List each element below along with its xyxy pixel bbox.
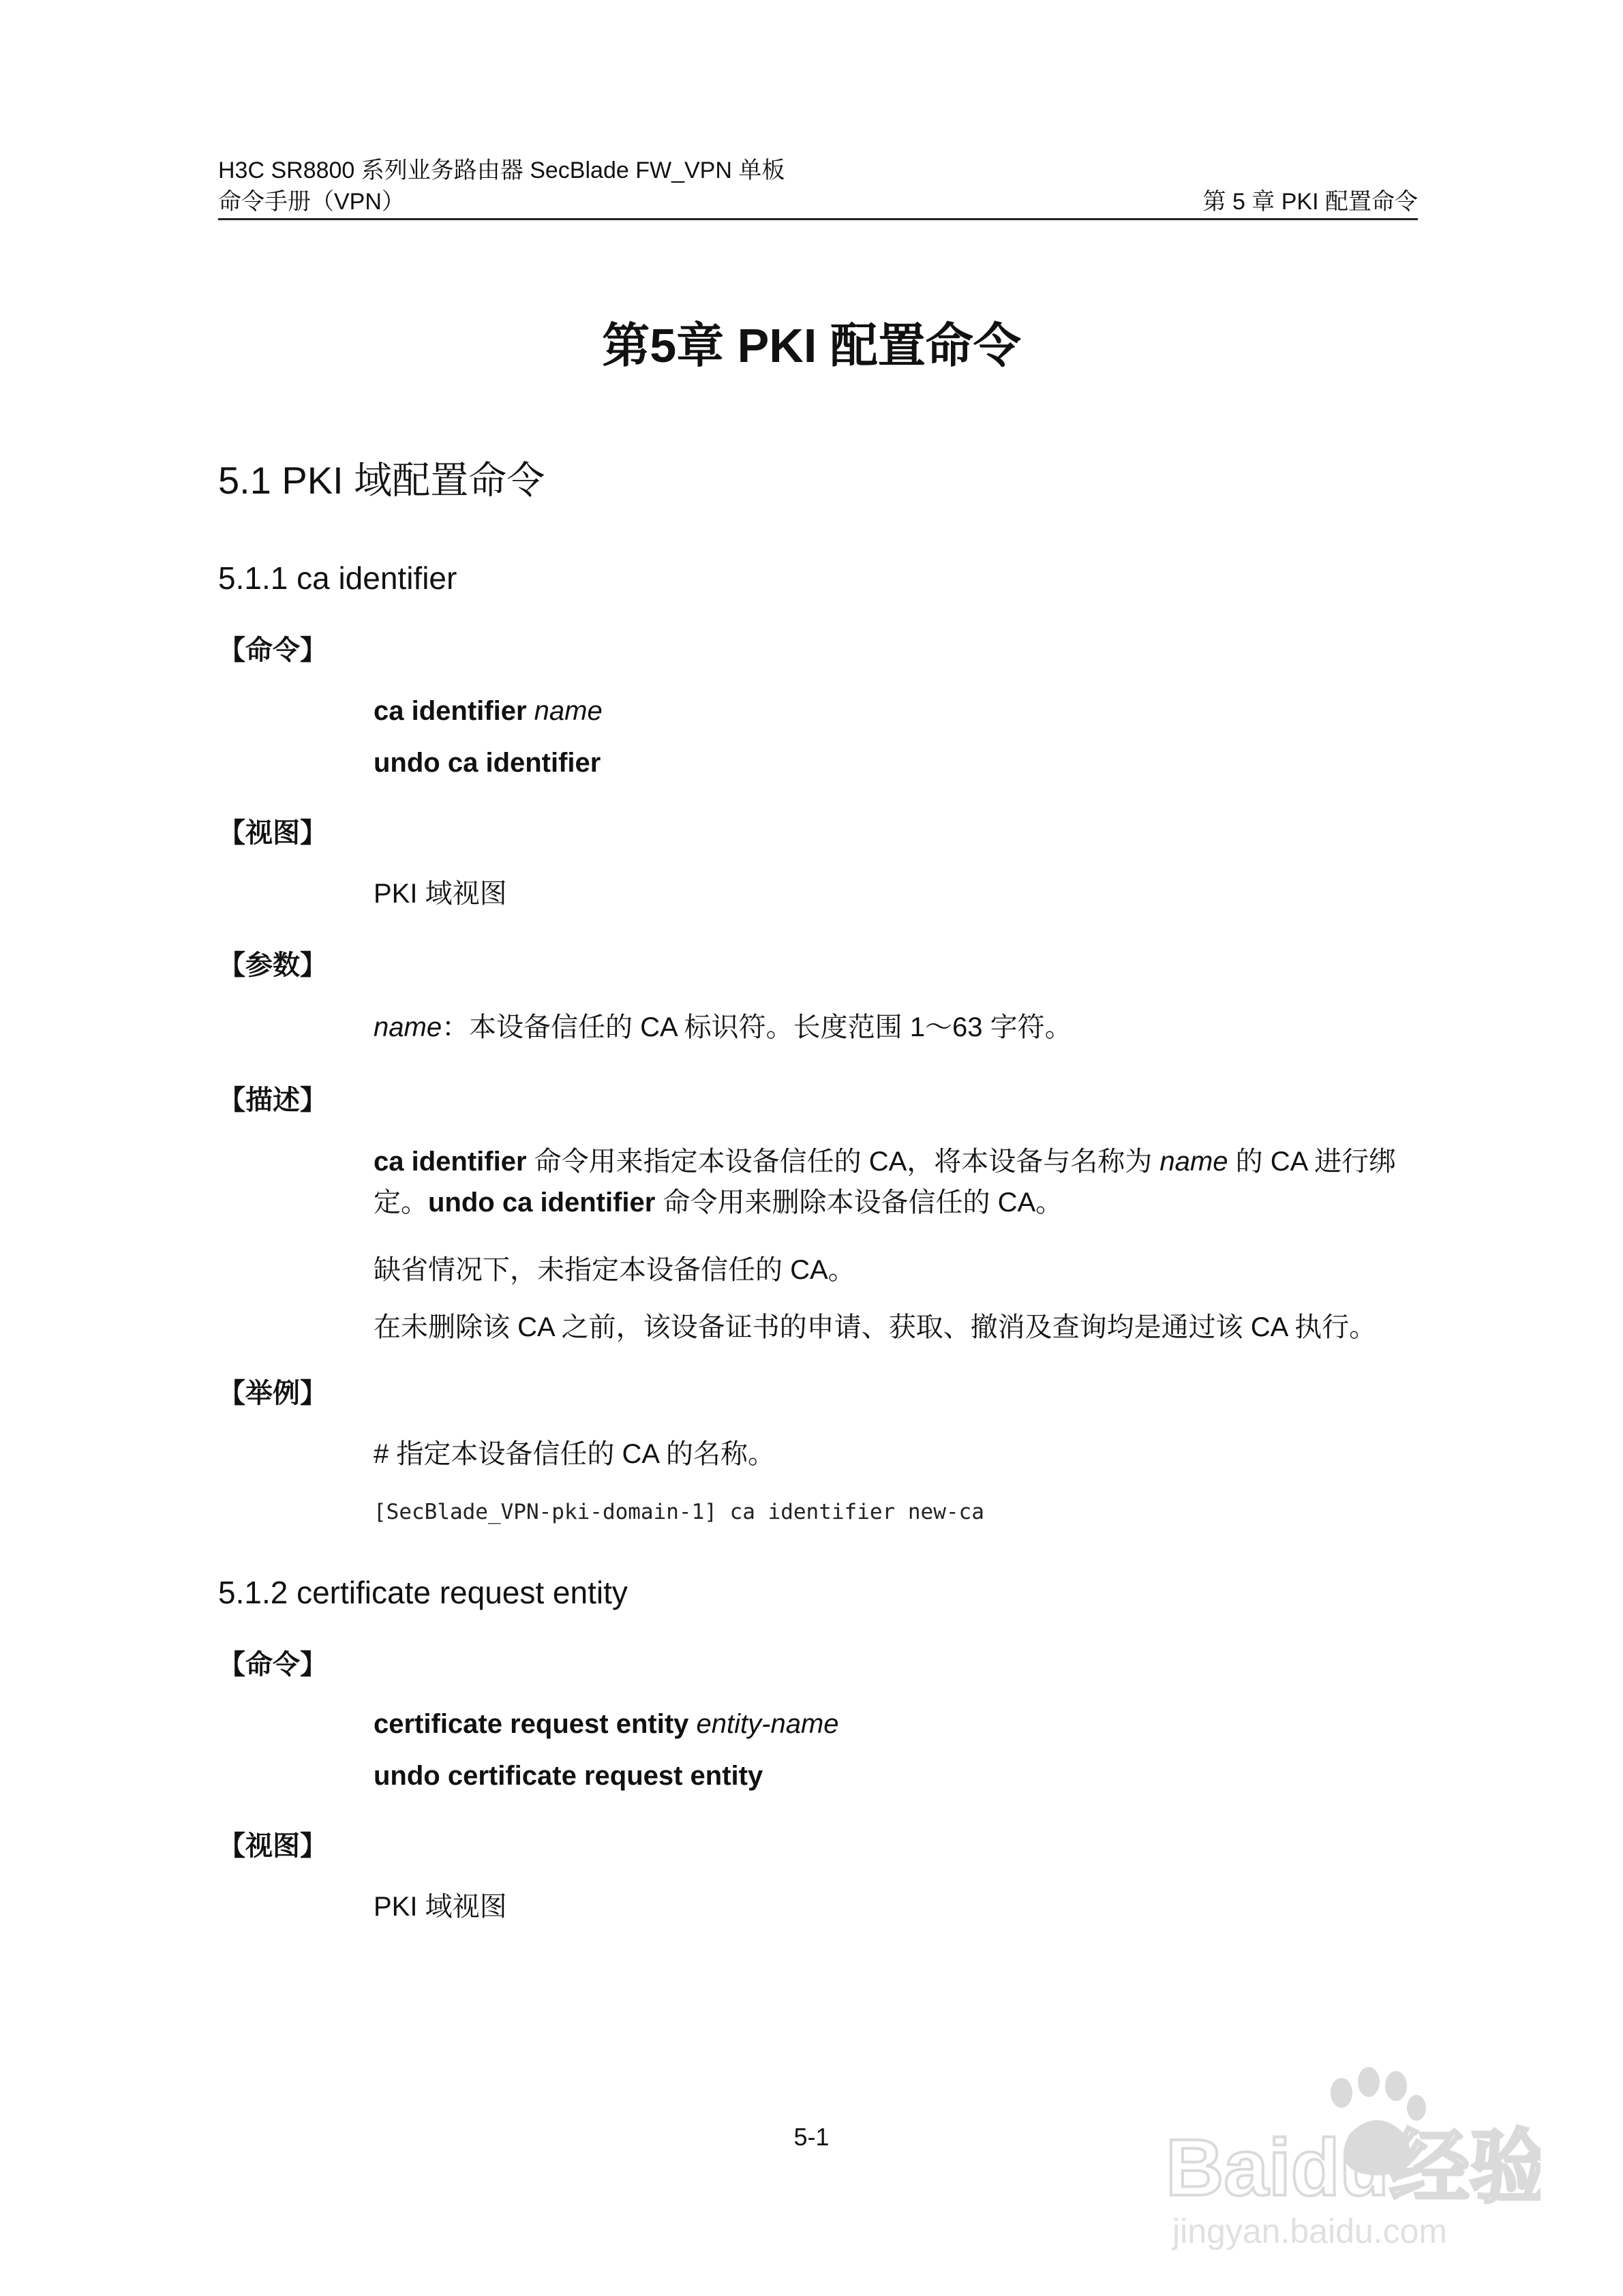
label-command-2: 【命令】 (218, 1650, 327, 1680)
subsection-heading-certificate-request-entity: 5.1.2 certificate request entity (218, 1575, 628, 1610)
watermark-url: jingyan.baidu.com (1172, 2212, 1448, 2250)
desc-text-1: 命令用来指定本设备信任的 CA，将本设备与名称为 (526, 1147, 1160, 1177)
example-comment: # 指定本设备信任的 CA 的名称。 (374, 1439, 775, 1469)
command-keyword-2: certificate request entity (374, 1709, 689, 1739)
command-argument-2: entity-name (696, 1709, 839, 1739)
view-text: PKI 域视图 (374, 879, 507, 909)
desc-text-3: 命令用来删除本设备信任的 CA。 (655, 1188, 1063, 1218)
header-chapter: 第 5 章 PKI 配置命令 (1202, 189, 1418, 215)
description-paragraph-1 (374, 1141, 1423, 1223)
watermark-logo-text: Baidu经验 (1166, 2123, 1541, 2213)
command-argument: name (534, 696, 603, 726)
desc-text-2: 的 CA 进行绑定。 (374, 1147, 1397, 1218)
label-command: 【命令】 (218, 635, 327, 665)
undo-command-keyword-2: undo certificate request entity (374, 1761, 763, 1791)
desc-arg: name (1159, 1147, 1228, 1177)
desc-keyword-2: undo ca identifier (428, 1188, 656, 1218)
view-text-2: PKI 域视图 (374, 1892, 507, 1922)
section-heading: 5.1 PKI 域配置命令 (218, 459, 545, 502)
page-number: 5-1 (793, 2123, 830, 2151)
label-view-2: 【视图】 (218, 1831, 327, 1861)
subsection-heading-ca-identifier: 5.1.1 ca identifier (218, 560, 457, 596)
header-manual-title: H3C SR8800 系列业务路由器 SecBlade FW_VPN 单板 (218, 157, 785, 183)
description-paragraph-3: 在未删除该 CA 之前，该设备证书的申请、获取、撤消及查询均是通过该 CA 执行。 (374, 1312, 1377, 1342)
param-description (374, 1009, 1423, 1046)
label-example: 【举例】 (218, 1378, 327, 1408)
command-keyword: ca identifier (374, 696, 527, 726)
header-manual-subtitle: 命令手册（VPN） (218, 189, 405, 215)
example-code: [SecBlade_VPN-pki-domain-1] ca identifier new-ca (374, 1500, 984, 1524)
label-view: 【视图】 (218, 818, 327, 848)
command-syntax-2 (374, 1706, 1423, 1742)
undo-command-syntax (374, 744, 1423, 781)
desc-keyword-1: ca identifier (374, 1147, 527, 1177)
undo-command-syntax-2 (374, 1757, 1423, 1794)
label-params: 【参数】 (218, 950, 327, 980)
page-header (218, 155, 1418, 220)
baidu-jingyan-watermark (1159, 2059, 1541, 2256)
command-syntax (374, 693, 1423, 729)
label-description: 【描述】 (218, 1085, 327, 1115)
param-text: ：本设备信任的 CA 标识符。长度范围 1～63 字符。 (442, 1012, 1072, 1042)
baidu-paw-icon (1159, 2059, 1541, 2256)
param-name: name (374, 1012, 442, 1042)
chapter-title: 第5章 PKI 配置命令 (602, 319, 1021, 372)
undo-command-keyword: undo ca identifier (374, 748, 601, 778)
description-paragraph-2: 缺省情况下，未指定本设备信任的 CA。 (374, 1255, 855, 1285)
